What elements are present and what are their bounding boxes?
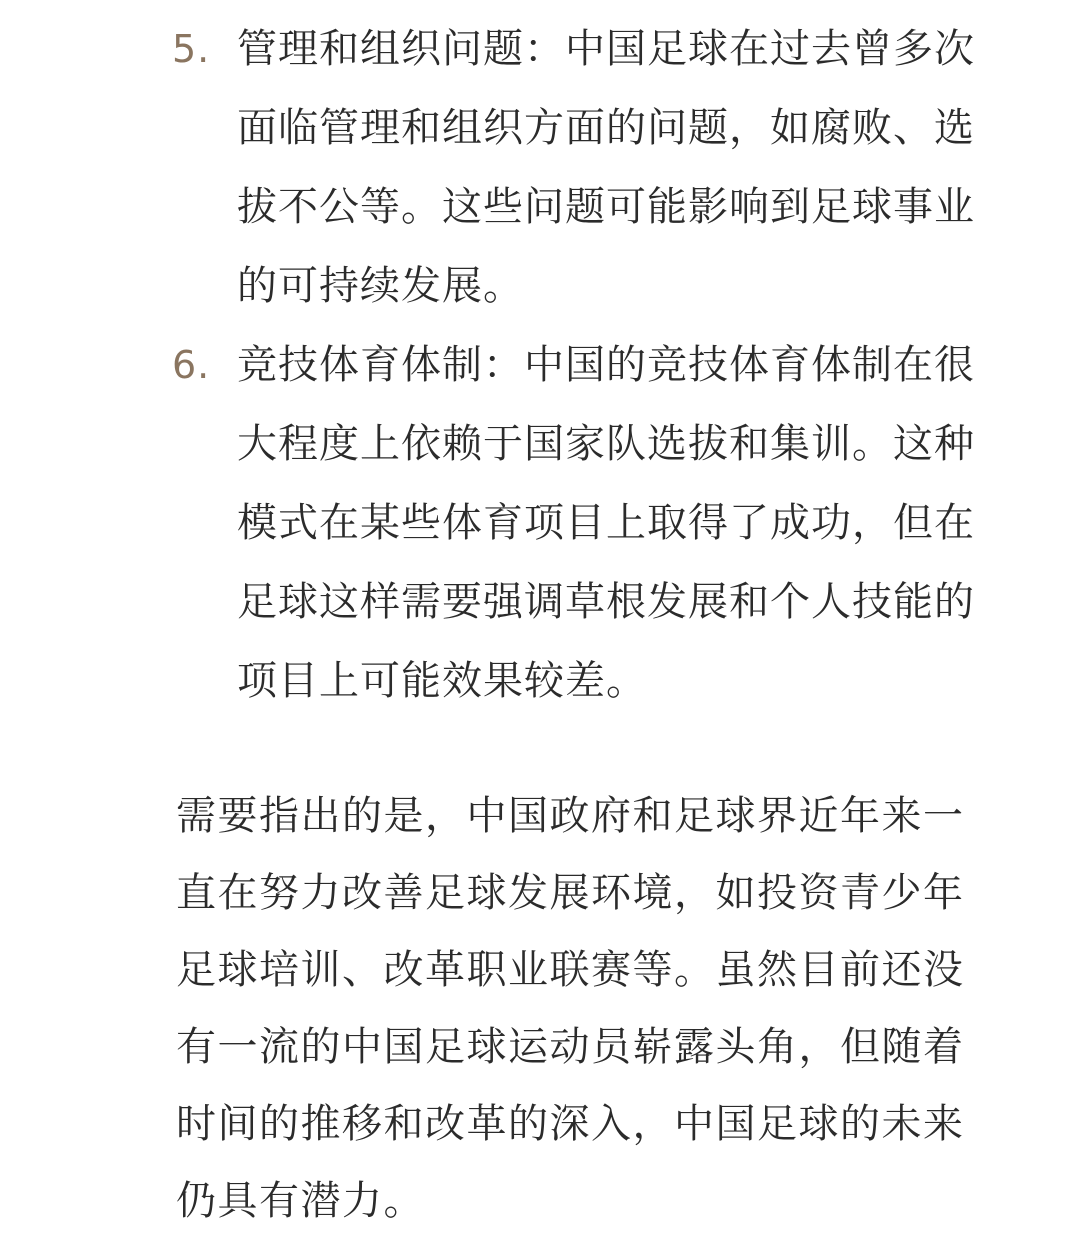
list-item-number: 6. (172, 343, 211, 387)
list-item (0, 10, 997, 326)
list-item (0, 326, 997, 721)
list-item-number: 5. (172, 27, 211, 71)
numbered-list (0, 10, 1080, 721)
list-item-text: 竞技体育体制：中国的竞技体育体制在很大程度上依赖于国家队选拔和集训。这种模式在某些体育项目上取得了成功，但在足球这样需要强调草根发展和个人技能的项目上可能效果较差。 (237, 342, 975, 704)
closing-paragraph: 需要指出的是，中国政府和足球界近年来一直在努力改善足球发展环境，如投资青少年足球培训、改革职业联赛等。虽然目前还没有一流的中国足球运动员崭露头角，但随着时间的推移和改革的深入，中国足球的未来仍具有潜力。 (176, 793, 965, 1224)
list-item-text: 管理和组织问题：中国足球在过去曾多次面临管理和组织方面的问题，如腐败、选拔不公等。这些问题可能影响到足球事业的可持续发展。 (237, 26, 975, 309)
